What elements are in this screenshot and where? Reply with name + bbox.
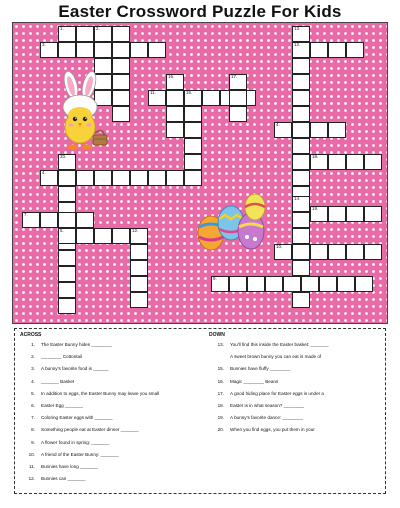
- across-clue-number: 8.: [31, 427, 35, 433]
- across-clue-text: ________ Cottontail: [41, 354, 83, 360]
- crossword-cell[interactable]: [364, 154, 382, 170]
- down-clue-number: 15.: [217, 366, 224, 372]
- crossword-cell[interactable]: [184, 90, 202, 106]
- down-clue-text: Magic ________ Beans: [230, 378, 279, 384]
- crossword-cell[interactable]: [58, 282, 76, 298]
- crossword-cell[interactable]: [292, 26, 310, 42]
- crossword-cell[interactable]: [265, 276, 283, 292]
- clues-box: [14, 328, 386, 494]
- across-clue-number: 12.: [28, 476, 35, 482]
- clue-number-label: 12.: [132, 228, 139, 233]
- crossword-grid: [13, 23, 389, 325]
- clue-number-label: 4.: [276, 122, 280, 127]
- crossword-cell[interactable]: [310, 154, 328, 170]
- crossword-cell[interactable]: [166, 122, 184, 138]
- clue-number-label: 3.: [42, 42, 46, 47]
- easter-chick-in-bunny-ears-image: [51, 71, 111, 159]
- crossword-cell[interactable]: [112, 106, 130, 122]
- crossword-cell[interactable]: [94, 170, 112, 186]
- crossword-cell[interactable]: [364, 206, 382, 222]
- crossword-cell[interactable]: [76, 26, 94, 42]
- crossword-cell[interactable]: [112, 42, 130, 58]
- clue-number-label: 14.: [294, 196, 301, 201]
- crossword-cell[interactable]: [76, 42, 94, 58]
- down-clue-text: A bunny's favorite dance: ________: [230, 415, 303, 421]
- crossword-cell[interactable]: [283, 276, 301, 292]
- crossword-cell[interactable]: [355, 276, 373, 292]
- crossword-cell[interactable]: [148, 42, 166, 58]
- page-title: Easter Crossword Puzzle For Kids: [58, 2, 342, 21]
- crossword-cell[interactable]: [346, 206, 364, 222]
- crossword-cell[interactable]: [292, 138, 310, 154]
- crossword-cell[interactable]: [292, 90, 310, 106]
- crossword-cell[interactable]: [229, 106, 247, 122]
- crossword-cell[interactable]: [166, 74, 184, 90]
- crossword-cell[interactable]: [184, 106, 202, 122]
- crossword-cell[interactable]: [58, 42, 76, 58]
- crossword-cell[interactable]: [94, 26, 112, 42]
- crossword-cell[interactable]: [112, 58, 130, 74]
- down-clue-text: When you find eggs, you put them in your: [230, 427, 315, 433]
- down-clue-number: 19.: [217, 415, 224, 421]
- crossword-cell[interactable]: [292, 122, 310, 138]
- crossword-cell[interactable]: [40, 170, 58, 186]
- across-clue-text: Easter Egg _______: [41, 403, 83, 408]
- across-clue-number: 7.: [31, 415, 35, 421]
- crossword-cell[interactable]: [112, 170, 130, 186]
- crossword-cell[interactable]: [292, 212, 310, 228]
- crossword-cell[interactable]: [184, 122, 202, 138]
- crossword-cell[interactable]: [166, 170, 184, 186]
- crossword-cell[interactable]: [112, 74, 130, 90]
- crossword-cell[interactable]: [76, 170, 94, 186]
- crossword-cell[interactable]: [229, 90, 247, 106]
- clue-number-label: 10.: [276, 244, 283, 249]
- crossword-cell[interactable]: [328, 122, 346, 138]
- down-clue-number: 20.: [217, 427, 224, 433]
- crossword-cell[interactable]: [130, 260, 148, 276]
- crossword-cell[interactable]: [310, 206, 328, 222]
- crossword-cell[interactable]: [184, 170, 202, 186]
- crossword-cell[interactable]: [229, 276, 247, 292]
- across-clue-text: Something people eat at Easter dinner _______: [41, 427, 139, 433]
- crossword-cell[interactable]: [346, 154, 364, 170]
- crossword-cell[interactable]: [292, 196, 310, 212]
- crossword-cell[interactable]: [94, 228, 112, 244]
- crossword-cell[interactable]: [319, 276, 337, 292]
- across-clue-number: 1.: [31, 342, 35, 347]
- across-clue-text: Coloring Easter eggs with _______: [41, 415, 113, 421]
- crossword-cell[interactable]: [148, 90, 166, 106]
- crossword-cell[interactable]: [292, 260, 310, 276]
- crossword-cell[interactable]: [292, 292, 310, 308]
- across-clue-number: 2.: [31, 354, 35, 360]
- crossword-cell[interactable]: [310, 244, 328, 260]
- crossword-cell[interactable]: [130, 276, 148, 292]
- down-clue-text: A sweet brown bunny you can eat is made of: [230, 354, 322, 360]
- crossword-cell[interactable]: [130, 244, 148, 260]
- down-clue-text: You'll find this inside the Easter basket: _______: [230, 342, 329, 347]
- across-clue-number: 11.: [28, 464, 35, 469]
- crossword-cell[interactable]: [292, 74, 310, 90]
- clue-number-label: 19.: [312, 206, 319, 211]
- crossword-cell[interactable]: [211, 276, 229, 292]
- clue-number-label: 20.: [60, 154, 67, 159]
- crossword-cell[interactable]: [247, 276, 265, 292]
- crossword-cell[interactable]: [292, 154, 310, 170]
- crossword-cell[interactable]: [202, 90, 220, 106]
- crossword-cell[interactable]: [292, 58, 310, 74]
- crossword-cell[interactable]: [94, 42, 112, 58]
- clue-number-label: 12.: [294, 42, 301, 47]
- crossword-cell[interactable]: [292, 170, 310, 186]
- crossword-cell[interactable]: [274, 122, 292, 138]
- clue-number-label: 5.: [60, 228, 64, 233]
- across-clue-number: 4.: [31, 378, 35, 384]
- crossword-cell[interactable]: [130, 170, 148, 186]
- easter-eggs-image: [193, 187, 271, 257]
- crossword-cell[interactable]: [58, 186, 76, 202]
- crossword-cell[interactable]: [130, 292, 148, 308]
- clue-number-label: 13.: [294, 26, 301, 31]
- crossword-cell[interactable]: [292, 228, 310, 244]
- crossword-cell[interactable]: [58, 250, 76, 266]
- crossword-cell[interactable]: [166, 106, 184, 122]
- crossword-cell[interactable]: [346, 42, 364, 58]
- clue-number-label: 1.: [60, 26, 64, 31]
- crossword-cell[interactable]: [184, 138, 202, 154]
- across-clue-text: Bunnies can _______: [41, 476, 86, 482]
- across-heading: ACROSS: [20, 332, 42, 338]
- across-clue-number: 5.: [31, 390, 35, 396]
- crossword-cell[interactable]: [58, 266, 76, 282]
- crossword-cell[interactable]: [166, 90, 184, 106]
- crossword-cell[interactable]: [76, 212, 94, 228]
- across-clue-text: _______ Basket: [41, 378, 75, 384]
- crossword-cell[interactable]: [229, 74, 247, 90]
- across-clue-number: 3.: [31, 366, 35, 372]
- crossword-cell[interactable]: [22, 212, 40, 228]
- crossword-cell[interactable]: [346, 244, 364, 260]
- down-clue-text: Easter is in what season? ________: [230, 403, 305, 408]
- crossword-cell[interactable]: [274, 244, 292, 260]
- across-clue-number: 6.: [31, 403, 35, 408]
- clue-number-label: 17.: [231, 74, 238, 79]
- crossword-cell[interactable]: [292, 244, 310, 260]
- clue-number-label: 11.: [150, 90, 156, 95]
- clue-number-label: 7.: [24, 212, 28, 217]
- crossword-cell[interactable]: [130, 228, 148, 244]
- crossword-cell[interactable]: [40, 42, 58, 58]
- across-clue-text: The Easter Bunny hides ________: [41, 342, 112, 347]
- crossword-cell[interactable]: [58, 228, 76, 244]
- crossword-cell[interactable]: [184, 154, 202, 170]
- crossword-cell[interactable]: [292, 106, 310, 122]
- crossword-cell[interactable]: [301, 276, 319, 292]
- across-clue-text: A friend of the Easter Bunny: _______: [41, 451, 119, 457]
- down-heading: DOWN: [209, 332, 225, 338]
- crossword-cell[interactable]: [58, 212, 76, 228]
- across-clue-text: In addition to eggs, the Easter Bunny may leave you small: [41, 390, 160, 396]
- down-clue-text: A good hiding place for Easter eggs is under a: [230, 390, 324, 396]
- clue-number-label: 16.: [168, 74, 175, 79]
- down-clue-number: 17.: [217, 390, 224, 396]
- down-clue-number: 13.: [217, 342, 224, 347]
- crossword-cell[interactable]: [130, 42, 148, 58]
- crossword-cell[interactable]: [310, 122, 328, 138]
- crossword-cell[interactable]: [76, 228, 94, 244]
- crossword-board: [12, 22, 388, 324]
- crossword-cell[interactable]: [58, 26, 76, 42]
- clue-number-label: 9.: [213, 276, 217, 281]
- crossword-cell[interactable]: [292, 42, 310, 58]
- crossword-cell[interactable]: [58, 170, 76, 186]
- across-clue-text: A flower found in spring: _______: [41, 439, 110, 445]
- crossword-cell[interactable]: [112, 228, 130, 244]
- clue-number-label: 4.: [42, 170, 46, 175]
- crossword-cell[interactable]: [364, 244, 382, 260]
- crossword-cell[interactable]: [328, 206, 346, 222]
- crossword-cell[interactable]: [310, 42, 328, 58]
- down-clue-number: 16.: [217, 378, 224, 384]
- crossword-cell[interactable]: [337, 276, 355, 292]
- crossword-cell[interactable]: [112, 90, 130, 106]
- crossword-cell[interactable]: [112, 26, 130, 42]
- down-clue-number: 18.: [217, 403, 224, 408]
- crossword-cell[interactable]: [40, 212, 58, 228]
- clue-number-label: 15.: [186, 90, 193, 95]
- clue-number-label: 2.: [96, 26, 100, 31]
- crossword-cell[interactable]: [58, 298, 76, 314]
- across-clue-number: 10.: [28, 451, 35, 457]
- down-clue-text: Bunnies have fluffy ________: [230, 366, 291, 372]
- across-clue-text: Bunnies have long _______: [41, 464, 98, 469]
- crossword-cell[interactable]: [328, 244, 346, 260]
- across-clue-text: A bunny's favorite food is ______: [41, 366, 109, 372]
- across-clue-number: 9.: [31, 439, 35, 445]
- crossword-cell[interactable]: [148, 170, 166, 186]
- clue-number-label: 18.: [312, 154, 319, 159]
- crossword-cell[interactable]: [328, 154, 346, 170]
- crossword-cell[interactable]: [328, 42, 346, 58]
